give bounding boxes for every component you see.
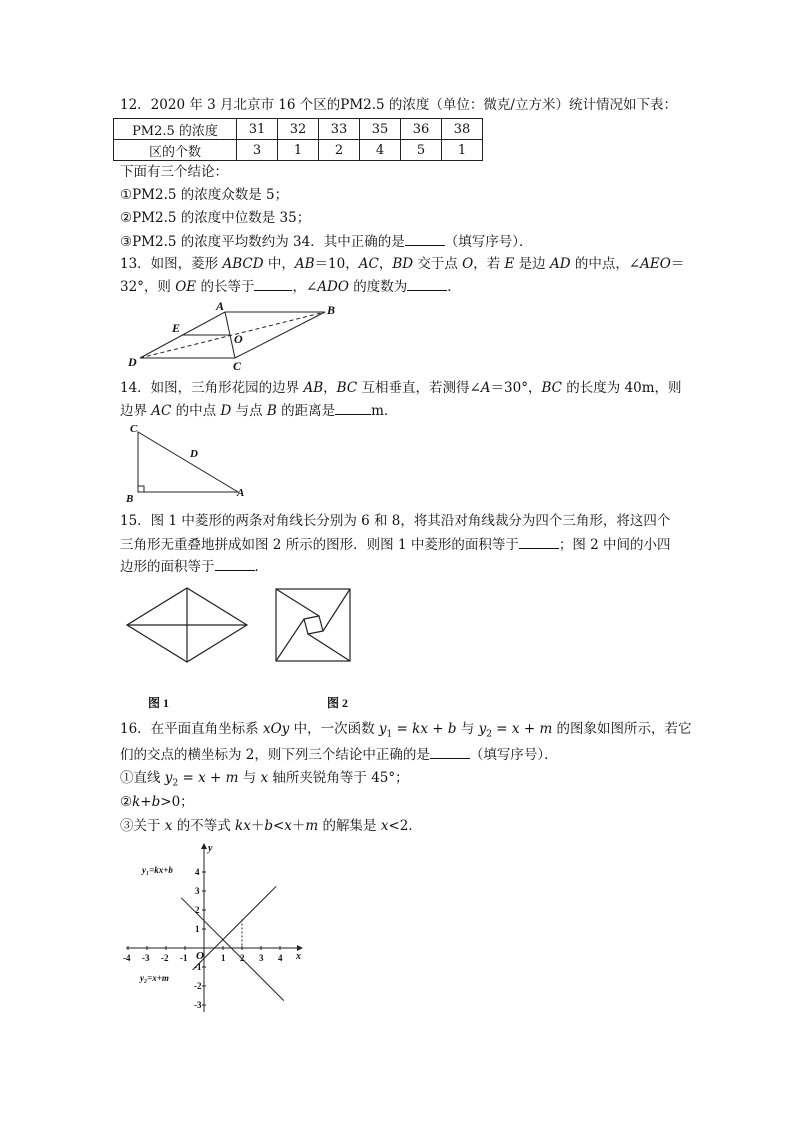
line-y2-label: y₂=x+m bbox=[140, 973, 169, 983]
label-b: B bbox=[327, 303, 336, 317]
line-y2 bbox=[193, 886, 277, 970]
label-c: C bbox=[233, 359, 242, 373]
table-header-concentration: PM2.5 的浓度 bbox=[114, 119, 237, 140]
label-c: C bbox=[130, 423, 138, 435]
table-cell: 1 bbox=[278, 140, 319, 161]
origin-label: O bbox=[196, 950, 204, 962]
answer-blank[interactable] bbox=[519, 535, 559, 549]
q15-line-1: 15．图 1 中菱形的两条对角线长分别为 6 和 8，将其沿对角线裁分为四个三角形，将这四个 bbox=[120, 513, 671, 529]
y-tick-label: -2 bbox=[194, 981, 202, 991]
x-tick-label: -3 bbox=[142, 953, 150, 963]
answer-blank[interactable] bbox=[215, 557, 255, 571]
y-tick-label: 3 bbox=[195, 886, 200, 896]
y-tick-label: -1 bbox=[194, 962, 202, 972]
q16-conclusion-3: ③关于 x 的不等式 kx＋b<x＋m 的解集是 x<2． bbox=[120, 818, 422, 834]
label-o: O bbox=[234, 332, 243, 346]
y-tick-label: 1 bbox=[195, 924, 200, 934]
answer-blank[interactable] bbox=[430, 745, 470, 759]
answer-blank[interactable] bbox=[335, 401, 371, 415]
coordinate-graph bbox=[124, 840, 324, 1020]
answer-blank[interactable] bbox=[407, 277, 447, 291]
q14-line-1: 14．如图，三角形花园的边界 AB，BC 互相垂直，若测得∠A＝30°，BC 的长度为 40m，则 bbox=[120, 380, 682, 396]
x-tick-label: 4 bbox=[278, 953, 283, 963]
q15-line-2: 三角形无重叠地拼成如图 2 所示的图形．则图 1 中菱形的面积等于 ；图 2 中间的小四 bbox=[120, 537, 671, 553]
x-axis-label: x bbox=[296, 951, 301, 962]
label-d: D bbox=[190, 448, 198, 460]
table-cell: 35 bbox=[360, 119, 401, 140]
table-cell: 1 bbox=[442, 140, 483, 161]
label-b: B bbox=[126, 493, 134, 505]
figure-1-caption: 图 1 bbox=[148, 696, 170, 710]
q12-conclusion-1: ①PM2.5 的浓度众数是 5； bbox=[120, 187, 289, 203]
y-tick-label: -3 bbox=[194, 1000, 202, 1010]
pm25-table bbox=[113, 118, 483, 161]
table-cell: 32 bbox=[278, 119, 319, 140]
q16-conclusion-2: ②k+b>0； bbox=[120, 794, 194, 810]
y-axis-label: y bbox=[208, 843, 213, 854]
label-d: D bbox=[128, 355, 137, 369]
x-tick-label: 1 bbox=[221, 953, 226, 963]
table-cell: 31 bbox=[237, 119, 278, 140]
table-cell: 38 bbox=[442, 119, 483, 140]
figure-1-and-2 bbox=[122, 586, 372, 666]
q12-stem: 12．2020 年 3 月北京市 16 个区的PM2.5 的浓度（单位：微克/立方米）统计情况如下表： bbox=[120, 97, 677, 113]
label-a: A bbox=[237, 487, 245, 499]
table-header-district-count: 区的个数 bbox=[114, 140, 237, 161]
table-cell: 5 bbox=[401, 140, 442, 161]
table-cell: 36 bbox=[401, 119, 442, 140]
table-row bbox=[114, 140, 483, 161]
rhombus-abcd-figure bbox=[120, 298, 350, 374]
label-a: A bbox=[216, 299, 225, 313]
q16-conclusion-1: ①直线 $y_2 = x + m$ 与 x 轴所夹锐角等于 45°； bbox=[120, 770, 409, 789]
y-tick-label: 4 bbox=[195, 867, 200, 877]
q16-line-1: 16．在平面直角坐标系 xOy 中，一次函数 $y_1$ = kx + b 与 $y_2 = x + m$ 的图象如图所示，若它 bbox=[120, 721, 692, 740]
x-tick-label: 2 bbox=[240, 953, 245, 963]
q13-line-2: 32°，则 OE 的长等于 ，∠ADO 的度数为 ． bbox=[120, 279, 461, 295]
q12-conclusion-3: ③PM2.5 的浓度平均数约为 34．其中正确的是 （填写序号）． bbox=[120, 234, 533, 250]
x-tick-label: -4 bbox=[123, 953, 131, 963]
table-cell: 2 bbox=[319, 140, 360, 161]
table-cell: 4 bbox=[360, 140, 401, 161]
q12-conclusion-2: ②PM2.5 的浓度中位数是 35； bbox=[120, 210, 311, 226]
fig2-square bbox=[276, 589, 350, 661]
y-tick-label: 2 bbox=[195, 905, 200, 915]
q14-line-2: 边界 AC 的中点 D 与点 B 的距离是 m． bbox=[120, 403, 398, 419]
x-tick-label: -1 bbox=[180, 953, 188, 963]
label-e: E bbox=[172, 321, 181, 335]
table-cell: 3 bbox=[237, 140, 278, 161]
answer-blank[interactable] bbox=[254, 277, 292, 291]
answer-blank[interactable] bbox=[405, 232, 445, 246]
line-y1-label: y₁=kx+b bbox=[142, 865, 173, 875]
q13-line-1: 13．如图，菱形 ABCD 中，AB＝10，AC，BD 交于点 O，若 E 是边 AD 的中点，∠AEO＝ bbox=[120, 256, 685, 272]
table-row bbox=[114, 119, 483, 140]
x-tick-label: 3 bbox=[259, 953, 264, 963]
q15-line-3: 边形的面积等于 ． bbox=[120, 559, 268, 575]
q16-line-2: 们的交点的横坐标为 2，则下列三个结论中正确的是 （填写序号）． bbox=[120, 747, 558, 763]
table-cell: 33 bbox=[319, 119, 360, 140]
figure-2-caption: 图 2 bbox=[327, 696, 349, 710]
right-triangle-figure bbox=[120, 420, 260, 505]
x-tick-label: -2 bbox=[161, 953, 169, 963]
q12-intro: 下面有三个结论： bbox=[120, 164, 228, 180]
